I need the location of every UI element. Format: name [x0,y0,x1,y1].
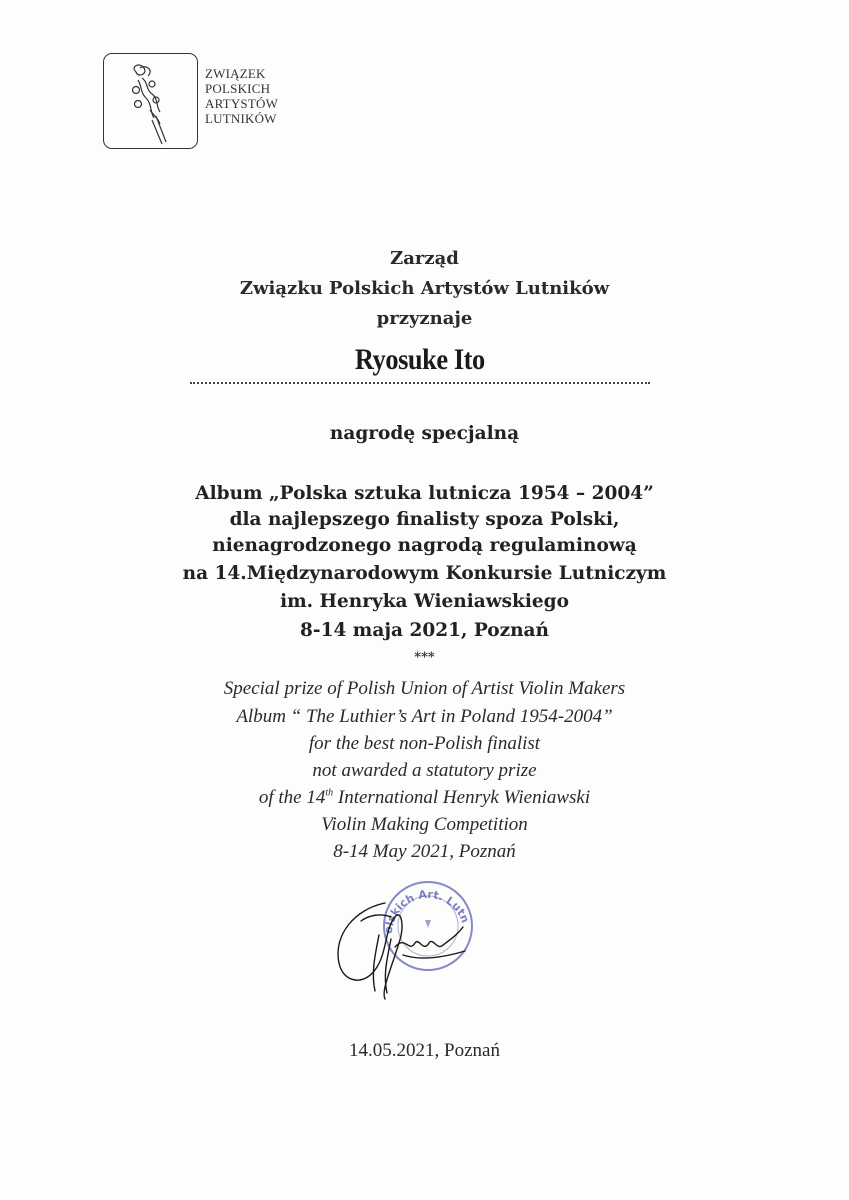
polish-line: na 14.Międzynarodowym Konkursie Lutniczym [182,563,667,584]
logo-line: ARTYSTÓW [205,96,279,111]
board-heading: Zarząd [390,248,459,269]
logo-line: LUTNIKÓW [205,111,277,126]
logo-line: ZWIĄZEK [205,66,266,81]
union-logo-text [205,66,278,126]
recipient-block [190,343,650,377]
polish-line: nienagrodzonego nagrodą regulaminową [212,535,637,556]
english-line: 8-14 May 2021, Poznań [333,841,516,862]
ordinal-suffix: th [325,787,334,799]
english-line-part: International Henryk Wieniawski [333,787,591,808]
recipient-name: Ryosuke Ito [355,343,485,376]
polish-line: 8-14 maja 2021, Poznań [300,620,549,641]
recipient-dotted-line [190,382,650,384]
polish-line: Album „Polska sztuka lutnicza 1954 – 2004” [195,483,654,504]
english-line [0,787,849,809]
award-title: nagrodę specjalną [329,423,520,444]
awards-heading: przyznaje [376,308,473,329]
separator: *** [414,650,435,665]
polish-line: im. Henryka Wieniawskiego [280,591,569,612]
stamp-text: olskich Art. Lutn [381,887,472,935]
violin-scroll-icon [122,60,180,146]
english-line: not awarded a statutory prize [312,760,537,781]
english-line: Special prize of Polish Union of Artist Violin Makers [223,678,626,699]
polish-line: dla najlepszego finalisty spoza Polski, [229,509,620,530]
english-line: Violin Making Competition [321,814,528,835]
union-name-heading: Związku Polskich Artystów Lutników [239,278,610,299]
logo-line: POLSKICH [205,81,271,96]
issue-date: 14.05.2021, Poznań [349,1040,500,1061]
english-line: Album “ The Luthier’s Art in Poland 1954-2004” [236,706,613,727]
signature [325,895,485,1005]
union-logo [103,53,198,149]
english-line: for the best non-Polish finalist [308,733,541,754]
english-line-part: of the 14 [258,787,326,808]
